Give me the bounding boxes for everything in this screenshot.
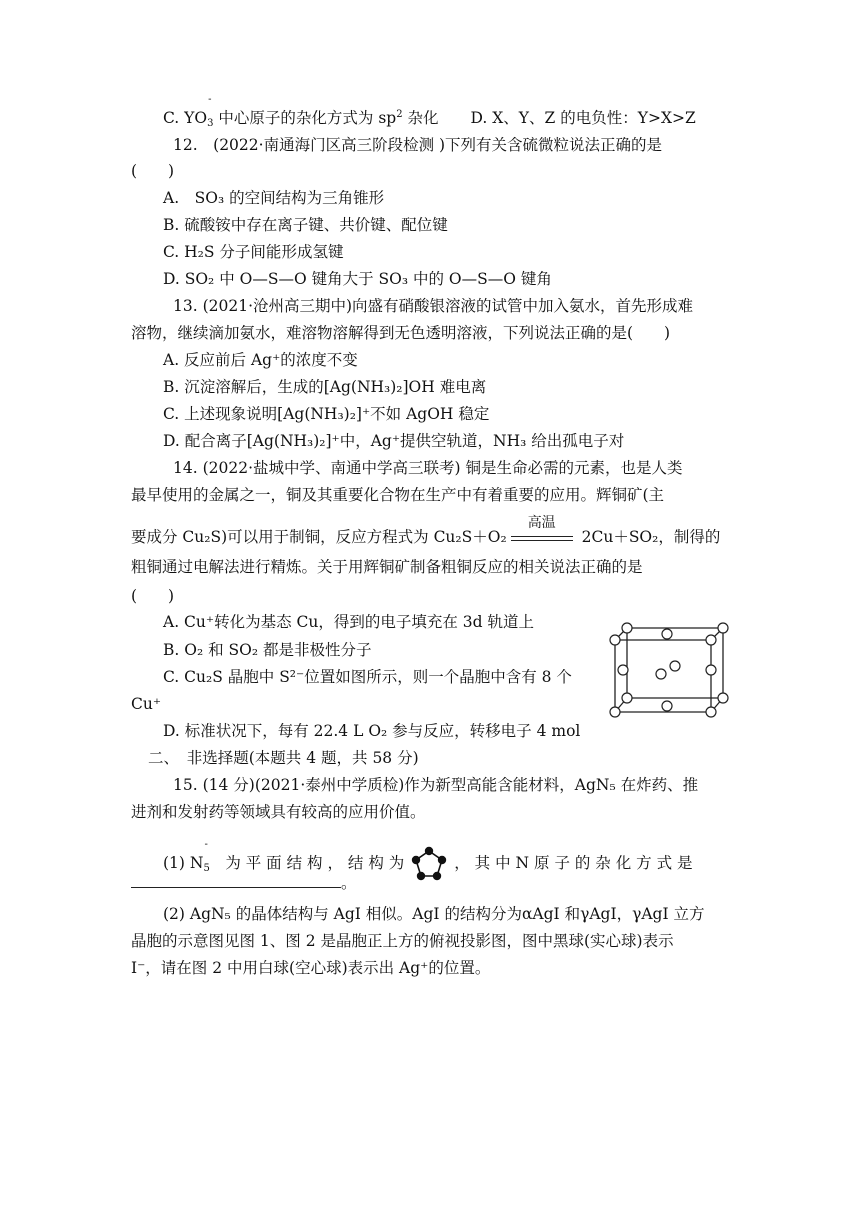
- q15-part1: (1) N $^{- 5}$ 为 平 面 结 构 ， 结 构 为 ， 其 中 N 原 子 的 杂 化 方 式 是: [163, 846, 693, 882]
- q15-part2-3: I⁻，请在图 2 中用白球(空心球)表示出 Ag⁺的位置。: [131, 959, 491, 977]
- q13-option-a: A. 反应前后 Ag⁺的浓度不变: [163, 351, 358, 369]
- q14-stem-3: [131, 515, 721, 547]
- reaction-condition: [507, 515, 577, 547]
- q15-part2-2: 晶胞的示意图见图 1、图 2 是晶胞正上方的俯视投影图，图中黑球(实心球)表示: [131, 932, 674, 950]
- q15-part2: (2) AgN₅ 的晶体结构与 AgI 相似。AgI 的结构分为αAgI 和γAgI，γAgI 立方: [163, 905, 705, 923]
- q13-stem: 13. (2021·沧州高三期中)向盛有硝酸银溶液的试管中加入氨水，首先形成难: [173, 297, 694, 315]
- section-two-heading: 二、 非选择题(本题共 4 题，共 58 分): [148, 749, 419, 767]
- equals-arrow: [511, 536, 573, 541]
- option-c-desc: 中心原子的杂化方式为 sp: [213, 109, 397, 127]
- q12-stem: 12. (2022·南通海门区高三阶段检测 )下列有关含硫微粒说法正确的是: [173, 136, 663, 154]
- q14-option-c-2: Cu⁺: [131, 695, 162, 713]
- q13-stem-2: 溶物，继续滴加氨水，难溶物溶解得到无色透明溶液，下列说法正确的是( ): [131, 324, 671, 342]
- q15-part1-text-2: ， 其 中 N 原 子 的 杂 化 方 式 是: [454, 854, 693, 872]
- subscript-3: 3: [207, 117, 214, 129]
- q12-option-b: B. 硫酸铵中存在离子键、共价键、配位键: [163, 216, 448, 234]
- period-mark: 。: [341, 874, 357, 892]
- answer-blank[interactable]: [131, 873, 341, 888]
- q12-option-c: C. H₂S 分子间能形成氢键: [163, 243, 344, 261]
- q15-stem-2: 进剂和发射药等领域具有较高的应用价值。: [131, 803, 426, 821]
- option-c-end: 杂化: [402, 109, 439, 127]
- q12-option-a: A. SO₃ 的空间结构为三角锥形: [163, 189, 385, 207]
- q14-option-c: C. Cu₂S 晶胞中 S²⁻位置如图所示，则一个晶胞中含有 8 个: [163, 668, 572, 686]
- q14-option-a: A. Cu⁺转化为基态 Cu，得到的电子填充在 3d 轨道上: [163, 613, 534, 631]
- q14-stem-4: 粗铜通过电解法进行精炼。关于用辉铜矿制备粗铜反应的相关说法正确的是: [131, 558, 643, 576]
- q14-stem: 14. (2022·盐城中学、南通中学高三联考) 铜是生命必需的元素，也是人类: [173, 459, 683, 477]
- q11-options-cd: C. YO $^{- 3}$ 中心原子的杂化方式为 $sp^2$ 杂化 D. X、Y、Z 的电负性：Y>X>Z: [163, 93, 696, 129]
- superscript-2: 2: [396, 108, 403, 120]
- q14-stem-2: 最早使用的金属之一，铜及其重要化合物在生产中有着重要的应用。辉铜矿(主: [131, 486, 665, 504]
- q14-option-b: B. O₂ 和 SO₂ 都是非极性分子: [163, 641, 372, 659]
- q15-stem: 15. (14 分)(2021·泰州中学质检)作为新型高能含能材料，AgN₅ 在炸药、推: [173, 776, 699, 794]
- cu2s-unit-cell-diagram: [605, 612, 730, 727]
- q13-option-c: C. 上述现象说明[Ag(NH₃)₂]⁺不如 AgOH 稳定: [163, 405, 490, 423]
- q15-part1-answer-line: [131, 873, 357, 893]
- q13-option-d: D. 配合离子[Ag(NH₃)₂]⁺中，Ag⁺提供空轨道，NH₃ 给出孤电子对: [163, 432, 625, 450]
- q14-option-d: D. 标准状况下，每有 22.4 L O₂ 参与反应，转移电子 4 mol: [163, 722, 581, 740]
- n5-ring-structure-icon: [410, 846, 448, 882]
- n5-label: (1) N: [163, 854, 204, 872]
- q12-option-d: D. SO₂ 中 O—S—O 键角大于 SO₃ 中的 O—S—O 键角: [163, 270, 552, 288]
- q13-option-b: B. 沉淀溶解后，生成的[Ag(NH₃)₂]OH 难电离: [163, 378, 487, 396]
- q12-paren: ( ): [131, 162, 175, 180]
- q14-equation-left: 要成分 Cu₂S)可以用于制铜，反应方程式为 Cu₂S＋O₂: [131, 528, 507, 546]
- q15-part1-text: 为 平 面 结 构 ， 结 构 为: [209, 854, 405, 872]
- option-c-text: C. YO: [163, 109, 208, 127]
- option-d-text: D. X、Y、Z 的电负性：Y>X>Z: [470, 109, 696, 127]
- q14-paren: ( ): [131, 587, 175, 605]
- subscript-5: 5: [203, 862, 210, 874]
- condition-high-temp: 高温: [527, 515, 556, 531]
- q14-equation-right: 2Cu＋SO₂，制得的: [576, 528, 721, 546]
